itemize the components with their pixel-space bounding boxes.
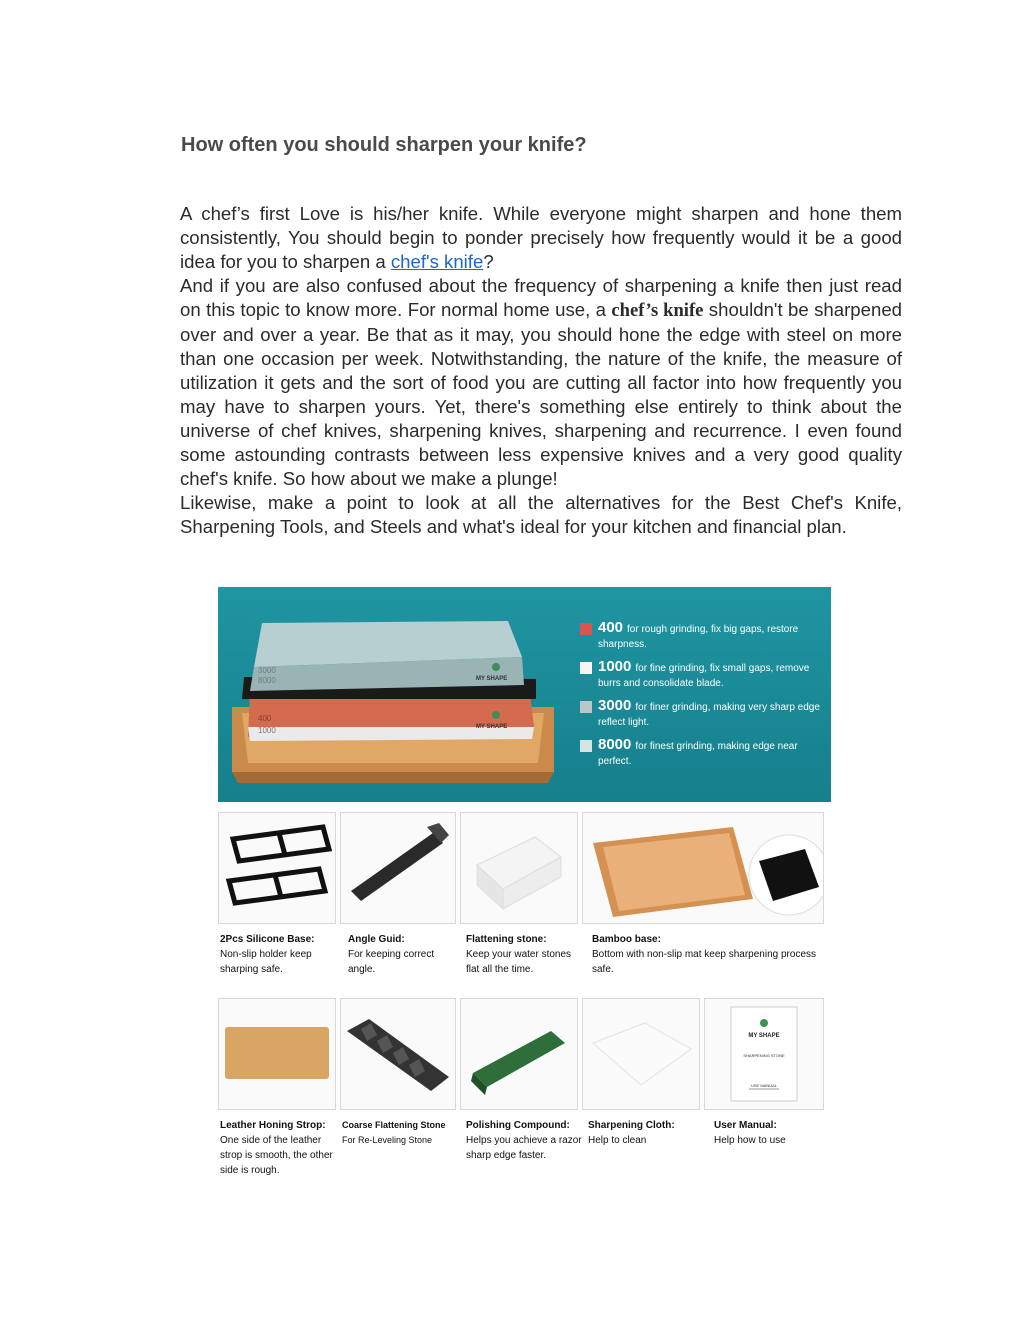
- caption-sharpening-cloth: Sharpening Cloth: Help to clean: [588, 1120, 675, 1146]
- page-title: How often you should sharpen your knife?: [181, 134, 587, 156]
- angle-guide-icon: [341, 813, 455, 923]
- paragraph-3: Likewise, make a point to look at all the alternatives for the Best Chef's Knife, Sharpening Tools, and Steels and what's ideal for your kitchen and financial plan.: [180, 492, 902, 537]
- caption-silicone-base: 2Pcs Silicone Base: Non-slip holder keep sharping safe.: [220, 934, 315, 975]
- coarse-stone-tile: [340, 998, 456, 1110]
- flattening-stone-icon: [461, 813, 577, 923]
- flattening-stone-tile: [460, 812, 578, 924]
- stone-label-8000: 8000: [258, 676, 276, 685]
- whetstone-banner: [218, 587, 831, 802]
- user-manual-icon: [705, 999, 823, 1109]
- bamboo-base-tile: [582, 812, 824, 924]
- stone-label-3000: 3000: [258, 666, 276, 675]
- manual-brand: MY SHAPE: [748, 1033, 780, 1039]
- bamboo-base-icon: [583, 813, 823, 923]
- user-manual-tile: [704, 998, 824, 1110]
- grit-swatch-3000: [580, 701, 592, 713]
- grit-item-8000: 8000 for finest grinding, making edge near perfect.: [580, 737, 820, 769]
- sharpening-cloth-icon: [583, 999, 699, 1109]
- leather-strop-icon: [219, 999, 335, 1109]
- polishing-compound-icon: [461, 999, 577, 1109]
- silicone-base-icon: [219, 813, 335, 923]
- chefs-knife-bold: chef’s knife: [611, 300, 704, 321]
- caption-coarse-stone: Coarse Flattening Stone For Re-Leveling Stone: [342, 1120, 446, 1145]
- caption-user-manual: User Manual: Help how to use: [714, 1120, 786, 1146]
- coarse-stone-icon: [341, 999, 455, 1109]
- grit-item-1000: 1000 for fine grinding, fix small gaps, remove burrs and consolidate blade.: [580, 659, 820, 691]
- stone-brand-top: MY SHAPE: [476, 676, 508, 682]
- grit-swatch-400: [580, 623, 592, 635]
- angle-guide-tile: [340, 812, 456, 924]
- leather-strop-tile: [218, 998, 336, 1110]
- caption-polishing-compound: Polishing Compound: Helps you achieve a razor sharp edge faster.: [466, 1120, 582, 1161]
- whetstone-product-image: [218, 587, 831, 1183]
- paragraph-2: And if you are also confused about the frequency of sharpening a knife then just read on this topic to know more. For normal home use, a chef’s knife shouldn't be sharpened over and over a year. Be that as it may, you should hone the edge with steel on more than one occasion per week. Notwithstanding, the nature of the knife, the measure of utilization it gets and the sort of food you are cutting all factor into how frequently you may have to sharpen yours. Yet, there's something else entirely to think about the universe of chef knives, sharpening knives, sharpening and recurrence. I even found some astounding contrasts between less expensive knives and a very good quality chef's knife. So how about we make a plunge!: [180, 275, 903, 489]
- stone-label-1000: 1000: [258, 726, 276, 735]
- silicone-base-tile: [218, 812, 336, 924]
- caption-leather-strop: Leather Honing Strop: One side of the leather strop is smooth, the other side is rough.: [220, 1120, 333, 1176]
- grit-swatch-8000: [580, 740, 592, 752]
- article-body: [180, 202, 902, 539]
- manual-title: SHARPENING STONE: [743, 1053, 785, 1058]
- caption-bamboo-base: Bamboo base: Bottom with non-slip mat keep sharpening process safe.: [592, 934, 817, 975]
- whetstone-illustration: [218, 587, 568, 802]
- stone-brand-bottom: MY SHAPE: [476, 724, 508, 730]
- polishing-compound-tile: [460, 998, 578, 1110]
- grit-item-400: 400 for rough grinding, fix big gaps, restore sharpness.: [580, 620, 820, 652]
- manual-footer: USE MANUAL: [750, 1083, 778, 1088]
- grit-item-3000: 3000 for finer grinding, making very sharp edge reflect light.: [580, 698, 820, 730]
- paragraph-1: A chef’s first Love is his/her knife. While everyone might sharpen and hone them consistently, You should begin to ponder precisely how frequently would it be a good idea for you to sharpen a chef's knife?: [180, 203, 902, 272]
- grit-swatch-1000: [580, 662, 592, 674]
- grit-list: [580, 620, 820, 776]
- chefs-knife-link[interactable]: chef's knife: [390, 251, 484, 272]
- stone-label-400: 400: [258, 714, 272, 723]
- sharpening-cloth-tile: [582, 998, 700, 1110]
- caption-angle-guide: Angle Guid: For keeping correct angle.: [348, 934, 435, 975]
- caption-flattening-stone: Flattening stone: Keep your water stones flat all the time.: [466, 934, 572, 975]
